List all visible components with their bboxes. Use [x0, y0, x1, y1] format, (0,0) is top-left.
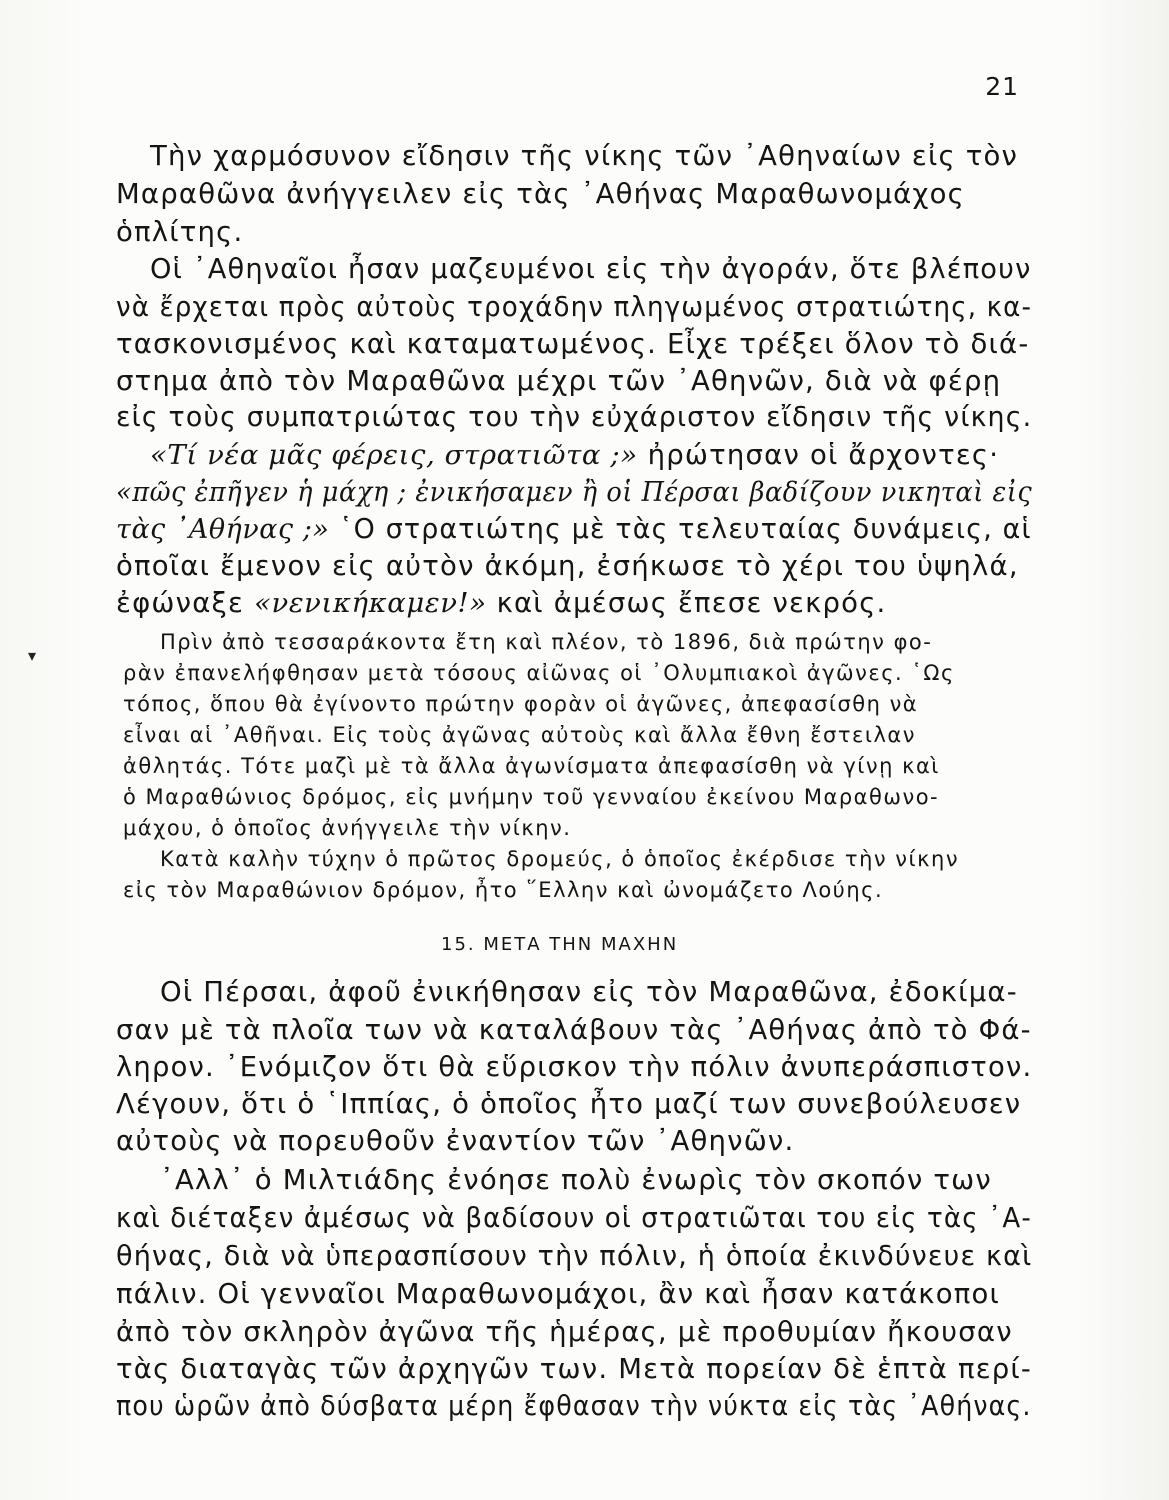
note-line: μάχου, ὁ ὁποῖος ἀνήγγειλε τὴν νίκην. — [123, 816, 572, 840]
paragraph-line: «Τί νέα μᾶς φέρεις, στρατιῶτα ;» ἠρώτησαν οἱ ἄρχοντες· — [150, 439, 1000, 471]
page-number: 21 — [985, 72, 1019, 101]
quote: «Τί νέα μᾶς φέρεις, στρατιῶτα ;» — [150, 439, 638, 471]
paragraph-line: ᾽Αλλ᾽ ὁ Μιλτιάδης ἐνόησε πολὺ ἐνωρὶς τὸν σκοπόν των — [160, 1164, 992, 1196]
margin-mark: ▾ — [28, 646, 37, 665]
paragraph-line: ὁπλίτης. — [116, 216, 244, 248]
section-title: 15. ΜΕΤΑ ΤΗΝ ΜΑΧΗΝ — [441, 934, 679, 955]
paragraph-line: τὰς ᾽Αθήνας ;» ῾Ο στρατιώτης μὲ τὰς τελευταίας δυνάμεις, αἱ — [116, 513, 1032, 545]
paragraph-line: ἀπὸ τὸν σκληρὸν ἀγῶνα τῆς ἡμέρας, μὲ προθυμίαν ἤκουσαν — [116, 1316, 1013, 1348]
paragraph-line: Τὴν χαρμόσυνον εἴδησιν τῆς νίκης τῶν ᾽Αθηναίων εἰς τὸν — [150, 140, 1019, 172]
paragraph-line: εἰς τοὺς συμπατριώτας του τὴν εὐχάριστον εἴδησιν τῆς νίκης. — [116, 401, 1033, 433]
paragraph-line: τασκονισμένος καὶ καταματωμένος. Εἶχε τρέξει ὅλον τὸ διά- — [116, 328, 1030, 360]
paragraph-line — [116, 478, 1032, 507]
paragraph-line: Μαραθῶνα ἀνήγγειλεν εἰς τὰς ᾽Αθήνας Μαραθωνομάχος — [116, 178, 965, 210]
paragraph-line: πάλιν. Οἱ γενναῖοι Μαραθωνομάχοι, ἂν καὶ ἦσαν κατάκοποι — [116, 1278, 1001, 1310]
paragraph-line: Λέγουν, ὅτι ὁ ῾Ιππίας, ὁ ὁποῖος ἦτο μαζί των συνεβούλευσεν — [116, 1088, 1022, 1120]
note-line: ἀθλητάς. Τότε μαζὶ μὲ τὰ ἄλλα ἀγωνίσματα ἀπεφασίσθη νὰ γίνῃ καὶ — [123, 754, 940, 778]
paragraph-line: σαν μὲ τὰ πλοῖα των νὰ καταλάβουν τὰς ᾽Αθήνας ἀπὸ τὸ Φά- — [116, 1014, 1032, 1046]
paragraph-line: ἐφώναξε «νενικήκαμεν!» καὶ ἀμέσως ἔπεσε νεκρός. — [116, 587, 887, 619]
paragraph-line: νὰ ἔρχεται πρὸς αὐτοὺς τροχάδην πληγωμένος στρατιώτης, κα- — [116, 291, 1033, 323]
note-line: εἶναι αἱ ᾽Αθῆναι. Εἰς τοὺς ἀγῶνας αὐτοὺς καὶ ἄλλα ἔθνη ἔστειλαν — [123, 723, 916, 747]
paragraph-line: θήνας, διὰ νὰ ὑπερασπίσουν τὴν πόλιν, ἡ ὁποία ἐκινδύνευε καὶ — [116, 1240, 1033, 1272]
note-line: Πρὶν ἀπὸ τεσσαράκοντα ἔτη καὶ πλέον, τὸ 1896, διὰ πρώτην φο- — [160, 630, 933, 654]
paragraph-line: καὶ διέταξεν ἀμέσως νὰ βαδίσουν οἱ στρατιῶται του εἰς τὰς ᾽Α- — [116, 1202, 1032, 1234]
quote: «πῶς ἐπῆγεν ἡ μάχη ; ἐνικήσαμεν ἢ οἱ Πέρσαι βαδίζουν νικηταὶ εἰς — [116, 476, 1033, 508]
paragraph-line: αὐτοὺς νὰ πορευθοῦν ἐναντίον τῶν ᾽Αθηνῶν. — [116, 1125, 795, 1157]
note-line: ρὰν ἐπανελήφθησαν μετὰ τόσους αἰῶνας οἱ ᾽Ολυμπιακοὶ ἀγῶνες. ῾Ως — [123, 661, 955, 685]
paragraph-line: στημα ἀπὸ τὸν Μαραθῶνα μέχρι τῶν ᾽Αθηνῶν, διὰ νὰ φέρῃ — [116, 365, 1002, 397]
note-line: Κατὰ καλὴν τύχην ὁ πρῶτος δρομεύς, ὁ ὁποῖος ἐκέρδισε τὴν νίκην — [160, 847, 960, 871]
paragraph-line: τὰς διαταγὰς τῶν ἀρχηγῶν των. Μετὰ πορείαν δὲ ἑπτὰ περί- — [116, 1353, 1033, 1385]
paragraph-line: ληρον. ᾽Ενόμιζον ὅτι θὰ εὕρισκον τὴν πόλιν ἀνυπεράσπιστον. — [116, 1051, 1033, 1083]
note-line: ὁ Μαραθώνιος δρόμος, εἰς μνήμην τοῦ γενναίου ἐκείνου Μαραθωνο- — [123, 785, 940, 809]
paragraph-line: Οἱ Πέρσαι, ἀφοῦ ἐνικήθησαν εἰς τὸν Μαραθῶνα, ἐδοκίμα- — [160, 976, 1018, 1008]
quote: «νενικήκαμεν!» — [254, 587, 487, 619]
quote: τὰς ᾽Αθήνας ;» — [116, 513, 330, 545]
paragraph-line: Οἱ ᾽Αθηναῖοι ἦσαν μαζευμένοι εἰς τὴν ἀγοράν, ὅτε βλέπουν — [150, 253, 1032, 285]
note-line: τόπος, ὅπου θὰ ἐγίνοντο πρώτην φορὰν οἱ ἀγῶνες, ἀπεφασίσθη νὰ — [123, 692, 919, 716]
note-line: εἰς τὸν Μαραθώνιον δρόμον, ἦτο ῞Ελλην καὶ ὠνομάζετο Λούης. — [123, 878, 884, 902]
paragraph-line: ὁποῖαι ἔμενον εἰς αὐτὸν ἀκόμη, ἐσήκωσε τὸ χέρι του ὑψηλά, — [116, 550, 1019, 582]
paragraph-line: που ὡρῶν ἀπὸ δύσβατα μέρη ἔφθασαν τὴν νύκτα εἰς τὰς ᾽Αθήνας. — [116, 1390, 1032, 1422]
